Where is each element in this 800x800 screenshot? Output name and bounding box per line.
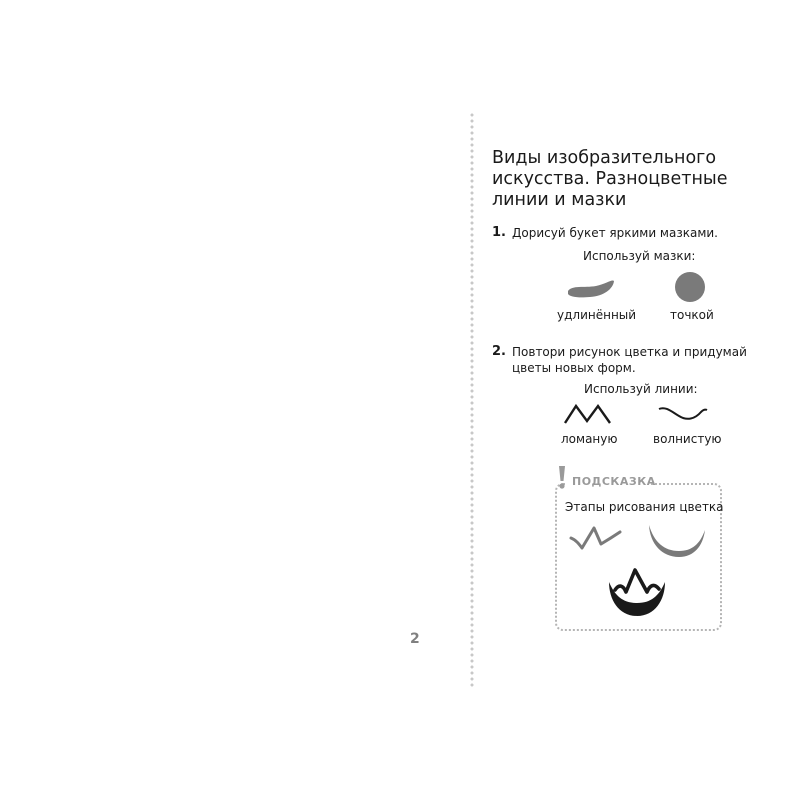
task-2-number: 2.: [492, 344, 506, 359]
wavy-line-label: волнистую: [653, 432, 722, 446]
flower-step-3-icon: [607, 566, 667, 622]
zigzag-line-label: ломаную: [561, 432, 618, 446]
elongated-stroke-label: удлинённый: [557, 308, 637, 322]
dot-stroke-icon: [673, 271, 707, 305]
elongated-stroke-icon: [566, 277, 616, 301]
hint-label: ПОДСКАЗКА: [572, 475, 656, 488]
flower-step-1-icon: [570, 526, 622, 552]
zigzag-line-icon: [563, 402, 613, 426]
page-title: Виды изобразительного искусства. Разноцветные линии и мазки: [492, 148, 728, 210]
task-1-text: Дорисуй букет яркими мазками.: [512, 226, 718, 240]
task-2-text: Повтори рисунок цветка и придумай цветы новых форм.: [512, 345, 747, 375]
task-2-use-label: Используй линии:: [584, 382, 698, 396]
dot-stroke-label: точкой: [670, 308, 714, 322]
page-number: 2: [410, 631, 420, 647]
task-1-use-label: Используй мазки:: [583, 249, 696, 263]
flower-step-2-icon: [646, 522, 708, 562]
task-1-number: 1.: [492, 225, 506, 240]
hint-subtitle: Этапы рисования цветка: [565, 500, 724, 514]
wavy-line-icon: [657, 404, 709, 424]
binding-dotted-line: [470, 112, 474, 688]
exclamation-icon: [556, 465, 568, 491]
